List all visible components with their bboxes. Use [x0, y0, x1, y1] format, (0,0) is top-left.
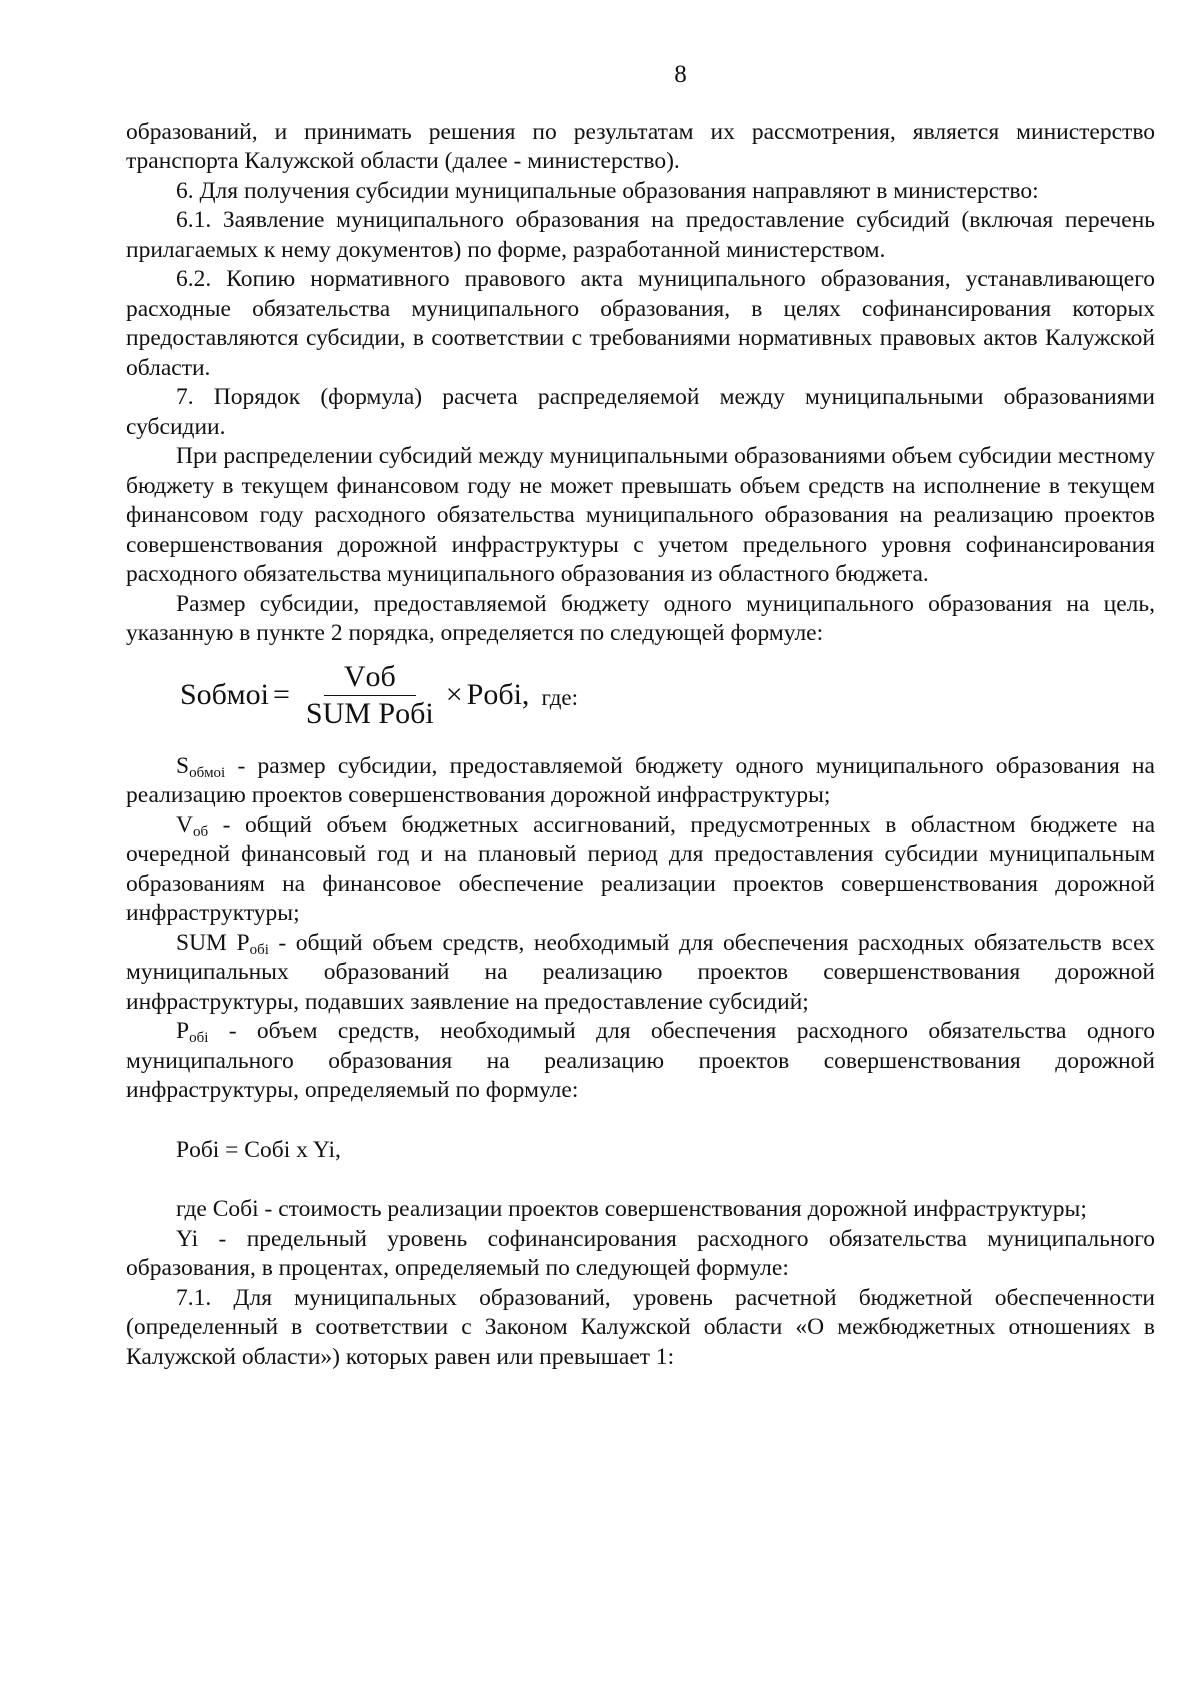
symbol-s-sub: обмоi [189, 764, 226, 781]
formula-rhs: Pобi, [466, 678, 530, 711]
symbol-v-sub: об [192, 823, 209, 840]
formula-equals: = [272, 678, 290, 711]
formula-times: × [445, 678, 463, 711]
definition-s-text: - размер субсидии, предоставляемой бюджету одного муниципального образования на реализацию проектов совершенствования дорожной инфраструктуры; [126, 752, 1155, 808]
symbol-p-sub: обi [189, 1030, 209, 1046]
formula-where: где: [541, 685, 579, 710]
spacer [126, 740, 1155, 752]
formula-numerator: Vоб [324, 659, 416, 696]
definition-v-text: - общий объем бюджетных ассигнований, предусмотренных в областном бюджете на очередной финансовый год и на плановый период для предоставления субсидии муниципальным образованиям на финансовое обеспечение реализации проектов совершенствования дорожной инфраструктуры; [126, 811, 1155, 926]
formula-p-obi: Pобi = Cобi x Yi, [176, 1136, 341, 1163]
definition-s [126, 752, 1155, 811]
definition-y: Yi - предельный уровень софинансирования расходного обязательства муниципального образования, в процентах, определяемый по следующей формуле: [126, 1225, 1155, 1281]
paragraph-item-6-1: 6.1. Заявление муниципального образования на предоставление субсидий (включая перечень прилагаемых к нему документов) по форме, разработанной министерством. [126, 207, 1155, 263]
paragraph-continuation: образований, и принимать решения по результатам их рассмотрения, является министерство транспорта Калужской области (далее - министерство). [126, 118, 1155, 174]
definition-c: где Cобi - стоимость реализации проектов совершенствования дорожной инфраструктуры; [176, 1196, 1087, 1222]
definition-sum-p-text: - общий объем средств, необходимый для обеспечения расходных обязательств всех муниципальных образований на реализацию проектов совершенствования дорожной инфраструктуры, подавших заявление на предоставление субсидий; [126, 929, 1155, 1015]
definition-sum-p [126, 929, 1155, 1018]
spacer [126, 1165, 1155, 1195]
formula-lhs: Sобмоi [180, 678, 269, 711]
definition-v [126, 811, 1155, 929]
definition-p [126, 1017, 1155, 1106]
subsidy-formula [180, 659, 1155, 732]
paragraph-item-6-2: 6.2. Копию нормативного правового акта муниципального образования, устанавливающего расходные обязательства муниципального образования, в целях софинансирования которых предоставляются субсидии, в соответствии с требованиями нормативных правовых актов Калужской области. [126, 266, 1155, 381]
symbol-v: V [176, 811, 193, 838]
symbol-p: P [176, 1018, 190, 1044]
formula-denominator: SUM Pобi [305, 696, 434, 730]
page-number: 8 [674, 61, 687, 88]
paragraph-item-6: 6. Для получения субсидии муниципальные образования направляют в министерство: [176, 177, 1039, 204]
symbol-s: S [176, 752, 190, 779]
formula-fraction [300, 659, 440, 732]
definition-p-text: - объем средств, необходимый для обеспечения расходного обязательства одного муниципального образования на реализацию проектов совершенствования дорожной инфраструктуры, определяемый по формуле: [126, 1018, 1155, 1103]
symbol-sum-p-sub: обi [249, 941, 269, 958]
symbol-sum-p: SUM P [176, 929, 250, 956]
paragraph-distribution-rules: При распределении субсидий между муниципальными образованиями объем субсидии местному бюджету в текущем финансовом году не может превышать объем средств на исполнение в текущем финансовом году расходного обязательства муниципального образования на реализацию проектов совершенствования дорожной инфраструктуры с учетом предельного уровня софинансирования расходного обязательства муниципального образования из областного бюджета. [126, 443, 1155, 587]
paragraph-subsidy-size: Размер субсидии, предоставляемой бюджету одного муниципального образования на цель, указанную в пункте 2 порядка, определяется по следующей формуле: [126, 590, 1155, 646]
paragraph-item-7-1: 7.1. Для муниципальных образований, уровень расчетной бюджетной обеспеченности (определенный в соответствии с Законом Калужской области «О межбюджетных отношениях в Калужской области») которых равен или превышает 1: [126, 1284, 1155, 1370]
spacer [126, 1106, 1155, 1136]
paragraph-item-7: 7. Порядок (формула) расчета распределяемой между муниципальными образованиями субсидии. [126, 384, 1155, 440]
